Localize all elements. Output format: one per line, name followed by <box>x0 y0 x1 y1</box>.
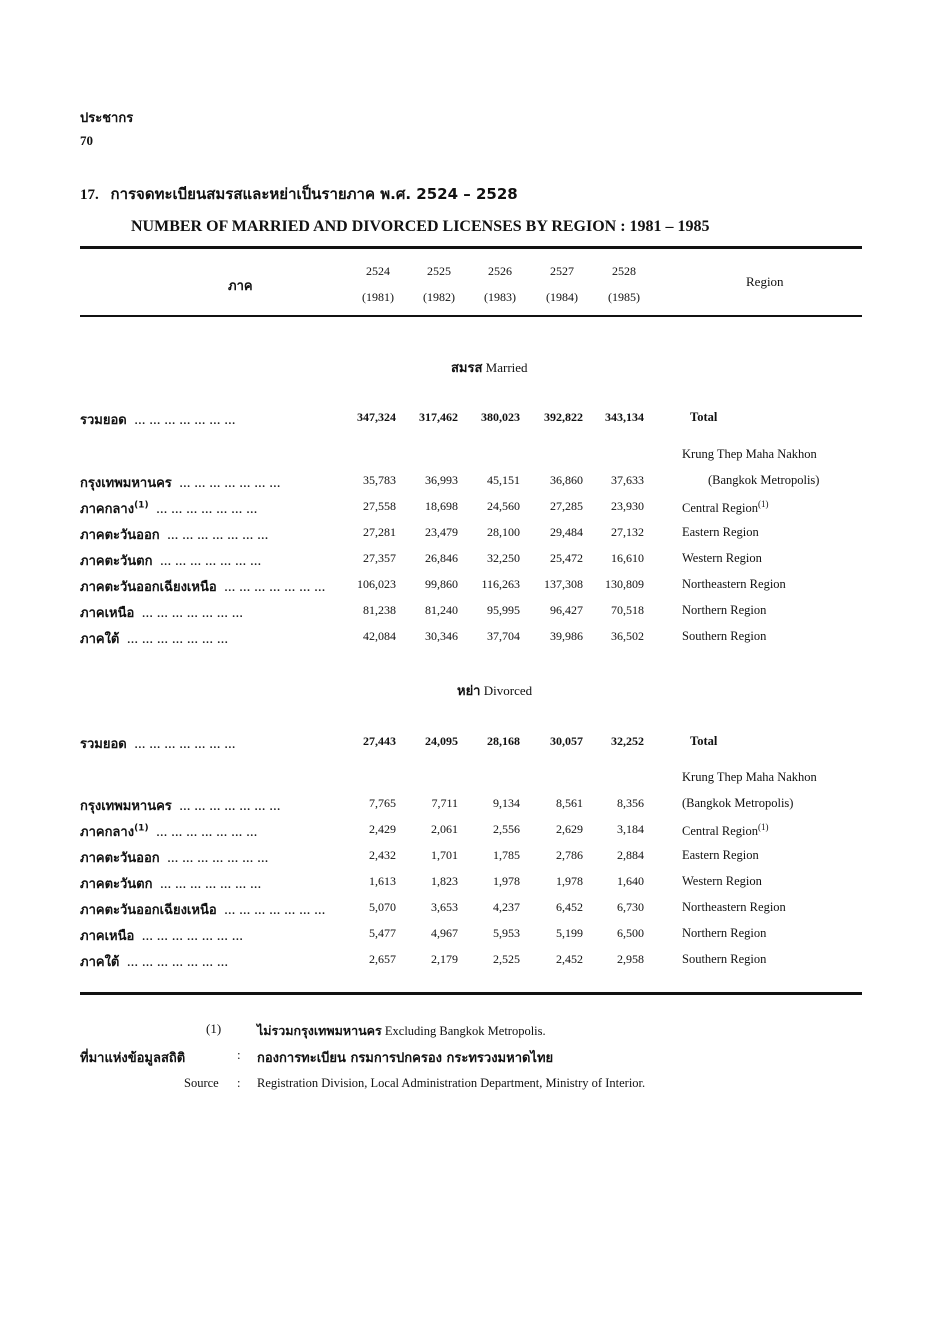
footnote-marker: (1) <box>206 1021 222 1036</box>
cell-value: 6,730 <box>617 900 644 914</box>
married-heading-thai: สมรส <box>451 361 483 376</box>
source-separator-english: : <box>237 1076 241 1090</box>
column-header-region-english: Region <box>746 274 784 289</box>
cell-value: 24,560 <box>487 499 520 513</box>
cell-value: 1,640 <box>617 874 644 888</box>
cell-value: 23,479 <box>425 525 458 539</box>
top-rule <box>80 246 862 249</box>
region-name-english-text: Eastern Region <box>682 848 759 862</box>
region-name-english <box>682 603 766 618</box>
table-bottom-rule <box>80 992 862 995</box>
married-heading <box>451 357 528 378</box>
cell-value: 1,785 <box>493 848 520 862</box>
cell-value: 36,993 <box>425 473 458 487</box>
dot-leader: ... ... ... ... ... ... ... <box>127 957 229 969</box>
region-name-english <box>682 551 762 566</box>
region-name-thai: กรุงเทพมหานคร <box>80 799 172 814</box>
dot-leader: ... ... ... ... ... ... ... <box>179 801 282 813</box>
total-label-english: Total <box>690 734 718 748</box>
cell-value: 8,561 <box>556 796 583 810</box>
cell-value: 9,134 <box>493 796 520 810</box>
year-header-ce: (1985) <box>608 290 640 304</box>
cell-value: 5,477 <box>369 926 396 940</box>
dot-leader: ... ... ... ... ... ... ... <box>179 478 282 490</box>
cell-value: 1,978 <box>556 874 583 888</box>
region-name-english-text: Western Region <box>682 874 762 888</box>
region-label-thai <box>80 899 326 920</box>
cell-value: 81,238 <box>363 603 396 617</box>
dot-leader: ... ... ... ... ... ... ... <box>127 634 229 646</box>
region-name-thai: ภาคกลาง <box>80 502 135 517</box>
region-name-english-line2: (Bangkok Metropolis) <box>708 473 820 487</box>
region-label-thai <box>80 925 244 946</box>
cell-value: 2,786 <box>556 848 583 862</box>
dot-leader: ... ... ... ... ... ... ... <box>142 608 244 620</box>
region-name-english <box>682 874 762 889</box>
cell-value: 27,558 <box>363 499 396 513</box>
cell-value: 343,134 <box>605 410 644 424</box>
year-header-ce: (1983) <box>484 290 516 304</box>
region-name-english <box>682 900 786 915</box>
region-label-thai <box>80 628 229 649</box>
region-name-english <box>682 577 786 592</box>
region-label-thai <box>80 498 258 519</box>
cell-value: 27,285 <box>550 499 583 513</box>
cell-value: 28,168 <box>487 734 520 748</box>
cell-value: 1,701 <box>431 848 458 862</box>
region-name-thai: ภาคใต้ <box>80 955 120 970</box>
region-name-thai: ภาคตะวันออกเฉียงเหนือ <box>80 580 217 595</box>
region-name-english-text: Northeastern Region <box>682 577 786 591</box>
cell-value: 1,978 <box>493 874 520 888</box>
year-header-be: 2526 <box>488 264 512 278</box>
column-header-region-thai: ภาค <box>228 279 253 294</box>
cell-value: 99,860 <box>425 577 458 591</box>
cell-value: 5,070 <box>369 900 396 914</box>
cell-value: 70,518 <box>611 603 644 617</box>
year-header-be: 2524 <box>366 264 390 278</box>
dot-leader: ... ... ... ... ... ... ... <box>134 739 236 751</box>
cell-value: 392,822 <box>544 410 583 424</box>
dot-leader: ... ... ... ... ... ... ... <box>134 415 236 427</box>
cell-value: 4,237 <box>493 900 520 914</box>
dot-leader: ... ... ... ... ... ... ... <box>142 931 244 943</box>
total-label-thai <box>80 409 236 430</box>
region-name-english-text: Southern Region <box>682 629 767 643</box>
region-name-thai: ภาคใต้ <box>80 632 120 647</box>
total-label-thai <box>80 733 236 754</box>
region-label-thai <box>80 951 229 972</box>
cell-value: 2,432 <box>369 848 396 862</box>
source-english: Registration Division, Local Administration Department, Ministry of Interior. <box>257 1076 646 1090</box>
region-name-english-line1: Krung Thep Maha Nakhon <box>682 770 817 784</box>
region-name-english <box>682 952 766 967</box>
region-name-english-text: Southern Region <box>682 952 767 966</box>
cell-value: 106,023 <box>357 577 396 591</box>
cell-value: 45,151 <box>487 473 520 487</box>
region-name-english-text: Northern Region <box>682 603 767 617</box>
year-header-be: 2527 <box>550 264 574 278</box>
region-name-thai: รวมยอด <box>80 737 127 752</box>
footnote-ref: (1) <box>758 822 769 832</box>
cell-value: 7,765 <box>369 796 396 810</box>
region-label-thai <box>80 795 281 816</box>
cell-value: 2,556 <box>493 822 520 836</box>
cell-value: 3,184 <box>617 822 644 836</box>
year-header-be: 2525 <box>427 264 451 278</box>
region-name-english-text: Central Region <box>682 824 759 839</box>
cell-value: 380,023 <box>481 410 520 424</box>
cell-value: 6,500 <box>617 926 644 940</box>
footnote-note <box>257 1021 546 1041</box>
cell-value: 1,613 <box>369 874 396 888</box>
region-name-english <box>682 629 766 644</box>
region-name-english-text: Northern Region <box>682 926 767 940</box>
cell-value: 7,711 <box>431 796 458 810</box>
region-label-thai <box>80 821 258 842</box>
cell-value: 95,995 <box>487 603 520 617</box>
cell-value: 32,252 <box>611 734 644 748</box>
cell-value: 27,443 <box>363 734 396 748</box>
footnote-ref: (1) <box>134 823 149 834</box>
cell-value: 6,452 <box>556 900 583 914</box>
footnote-ref: (1) <box>758 499 769 509</box>
cell-value: 2,179 <box>431 952 458 966</box>
region-name-english-line1: Krung Thep Maha Nakhon <box>682 447 817 461</box>
region-name-english <box>682 499 769 516</box>
cell-value: 2,452 <box>556 952 583 966</box>
cell-value: 347,324 <box>357 410 396 424</box>
cell-value: 3,653 <box>431 900 458 914</box>
region-name-thai: ภาคตะวันออก <box>80 851 160 866</box>
cell-value: 2,429 <box>369 822 396 836</box>
footnote-note-english: Excluding Bangkok Metropolis. <box>384 1024 546 1038</box>
cell-value: 5,953 <box>493 926 520 940</box>
cell-value: 1,823 <box>431 874 458 888</box>
footnote-ref: (1) <box>134 500 149 511</box>
year-header-ce: (1982) <box>423 290 455 304</box>
title-english: NUMBER OF MARRIED AND DIVORCED LICENSES BY REGION : 1981 – 1985 <box>131 218 710 235</box>
cell-value: 27,132 <box>611 525 644 539</box>
region-label-thai <box>80 550 262 571</box>
year-header-ce: (1981) <box>362 290 394 304</box>
cell-value: 26,846 <box>425 551 458 565</box>
title-thai: การจดทะเบียนสมรสและหย่าเป็นรายภาค พ.ศ. 2524 – 2528 <box>110 185 518 203</box>
dot-leader: ... ... ... ... ... ... ... <box>160 879 262 891</box>
cell-value: 30,346 <box>425 629 458 643</box>
region-name-english-text: Western Region <box>682 551 762 565</box>
cell-value: 8,356 <box>617 796 644 810</box>
cell-value: 18,698 <box>425 499 458 513</box>
cell-value: 37,704 <box>487 629 520 643</box>
cell-value: 28,100 <box>487 525 520 539</box>
region-name-english-text: Eastern Region <box>682 525 759 539</box>
region-name-english <box>682 525 759 540</box>
region-name-thai: ภาคเหนือ <box>80 606 135 621</box>
region-name-english <box>682 822 769 839</box>
source-label-english: Source <box>184 1076 219 1090</box>
cell-value: 36,860 <box>550 473 583 487</box>
region-name-english-line2: (Bangkok Metropolis) <box>682 796 794 810</box>
region-name-thai: ภาคตะวันตก <box>80 554 153 569</box>
cell-value: 39,986 <box>550 629 583 643</box>
cell-value: 23,930 <box>611 499 644 513</box>
total-label-english: Total <box>690 410 718 424</box>
cell-value: 2,629 <box>556 822 583 836</box>
cell-value: 81,240 <box>425 603 458 617</box>
region-label-thai <box>80 524 269 545</box>
cell-value: 130,809 <box>605 577 644 591</box>
cell-value: 317,462 <box>419 410 458 424</box>
region-name-thai: ภาคตะวันออก <box>80 528 160 543</box>
region-label-thai <box>80 602 244 623</box>
region-label-thai <box>80 576 326 597</box>
dot-leader: ... ... ... ... ... ... ... <box>156 827 258 839</box>
table-number: 17. <box>80 187 99 203</box>
married-heading-english: Married <box>485 360 528 375</box>
dot-leader: ... ... ... ... ... ... ... <box>160 556 262 568</box>
cell-value: 32,250 <box>487 551 520 565</box>
dot-leader: ... ... ... ... ... ... ... <box>167 853 269 865</box>
region-name-thai: กรุงเทพมหานคร <box>80 476 172 491</box>
dot-leader: ... ... ... ... ... ... ... <box>224 905 326 917</box>
region-label-thai <box>80 873 262 894</box>
source-thai: กองการทะเบียน กรมการปกครอง กระทรวงมหาดไทย <box>257 1051 554 1066</box>
region-name-english-text: Northeastern Region <box>682 900 786 914</box>
header-bottom-rule <box>80 315 862 317</box>
cell-value: 96,427 <box>550 603 583 617</box>
dot-leader: ... ... ... ... ... ... ... <box>167 530 269 542</box>
year-header-be: 2528 <box>612 264 636 278</box>
region-label-thai <box>80 472 281 493</box>
cell-value: 116,263 <box>481 577 520 591</box>
cell-value: 30,057 <box>550 734 583 748</box>
cell-value: 2,884 <box>617 848 644 862</box>
cell-value: 29,484 <box>550 525 583 539</box>
region-label-thai <box>80 847 269 868</box>
divorced-heading-thai: หย่า <box>457 684 481 699</box>
divorced-heading-english: Divorced <box>483 683 533 698</box>
cell-value: 24,095 <box>425 734 458 748</box>
cell-value: 16,610 <box>611 551 644 565</box>
cell-value: 36,502 <box>611 629 644 643</box>
cell-value: 2,958 <box>617 952 644 966</box>
dot-leader: ... ... ... ... ... ... ... <box>156 504 258 516</box>
region-name-english <box>682 848 759 863</box>
region-name-english <box>682 926 766 941</box>
cell-value: 25,472 <box>550 551 583 565</box>
region-name-thai: รวมยอด <box>80 413 127 428</box>
region-name-thai: ภาคตะวันออกเฉียงเหนือ <box>80 903 217 918</box>
year-header-ce: (1984) <box>546 290 578 304</box>
cell-value: 35,783 <box>363 473 396 487</box>
cell-value: 37,633 <box>611 473 644 487</box>
page-number: 70 <box>80 133 93 148</box>
region-name-thai: ภาคเหนือ <box>80 929 135 944</box>
region-name-english-text: Central Region <box>682 501 759 516</box>
cell-value: 2,061 <box>431 822 458 836</box>
source-label-thai: ที่มาแห่งข้อมูลสถิติ <box>80 1051 186 1066</box>
cell-value: 27,281 <box>363 525 396 539</box>
cell-value: 42,084 <box>363 629 396 643</box>
cell-value: 2,525 <box>493 952 520 966</box>
cell-value: 137,308 <box>544 577 583 591</box>
divorced-heading <box>457 680 532 701</box>
source-separator-thai: : <box>237 1047 241 1062</box>
cell-value: 27,357 <box>363 551 396 565</box>
dot-leader: ... ... ... ... ... ... ... <box>224 582 326 594</box>
title-thai-line <box>80 182 518 206</box>
region-name-thai: ภาคกลาง <box>80 825 135 840</box>
region-name-thai: ภาคตะวันตก <box>80 877 153 892</box>
cell-value: 4,967 <box>431 926 458 940</box>
section-label: ประชากร <box>80 111 134 126</box>
cell-value: 2,657 <box>369 952 396 966</box>
cell-value: 5,199 <box>556 926 583 940</box>
footnote-note-thai: ไม่รวมกรุงเทพมหานคร <box>257 1023 382 1038</box>
